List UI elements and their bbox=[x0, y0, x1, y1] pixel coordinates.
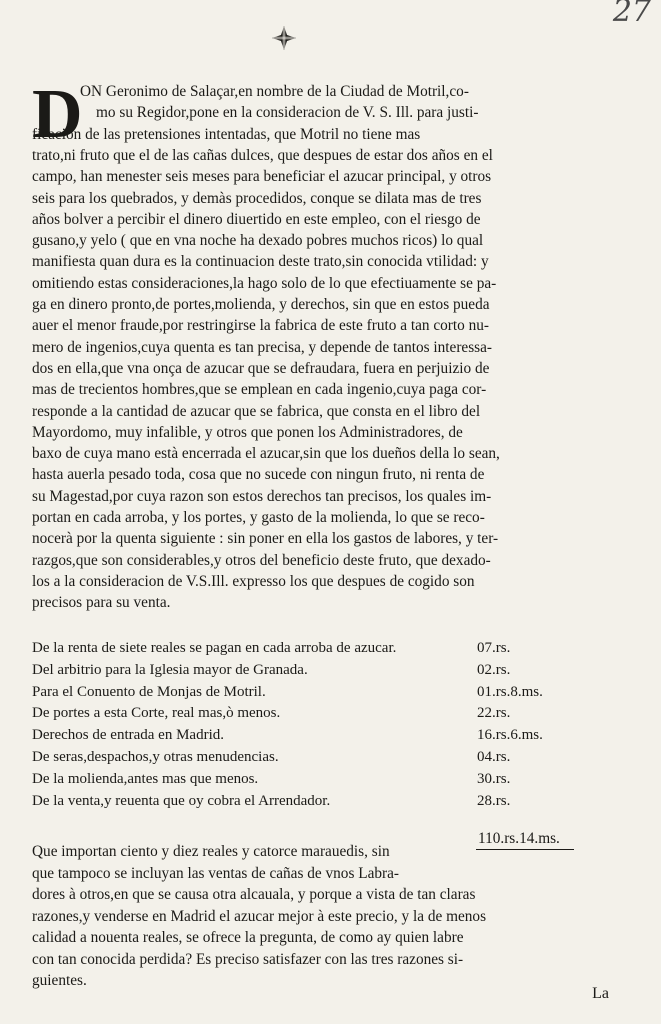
table-row bbox=[32, 703, 592, 723]
intro-line: razgos,que son considerables,y otros del beneficio deste fruto, que dexado- bbox=[32, 551, 491, 569]
intro-line: manifiesta quan dura es la continuacion deste trato,sin conocida vtilidad: y bbox=[32, 253, 489, 271]
conclusion-line: guientes. bbox=[32, 972, 87, 989]
intro-line: los a la consideracion de V.S.Ill. expresso los que despues de cogido son bbox=[32, 572, 475, 590]
intro-line: Mayordomo, muy infalible, y otros que ponen los Administradores, de bbox=[32, 423, 463, 441]
table-item-amount: 16.rs.6.ms. bbox=[477, 727, 543, 744]
conclusion-line: calidad a nouenta reales, se ofrece la pregunta, de como ay quien labre bbox=[32, 929, 464, 946]
intro-line: mas de trecientos hombres,que se emplean en cada ingenio,cuya paga cor- bbox=[32, 381, 487, 399]
table-item-label: Derechos de entrada en Madrid. bbox=[32, 727, 224, 744]
intro-line: gusano,y yelo ( que en vna noche ha dexado pobres muchos ricos) lo qual bbox=[32, 232, 484, 250]
conclusion-line: dores à otros,en que se causa otra alcauala, y porque a vista de tan claras bbox=[32, 886, 476, 903]
table-item-amount: 22.rs. bbox=[477, 705, 511, 722]
folio-number: 27 bbox=[612, 0, 651, 29]
intro-line: ga en dinero pronto,de portes,molienda, y derechos, sin que en estos pueda bbox=[32, 296, 490, 313]
table-row bbox=[32, 682, 592, 702]
intro-line: auer el menor fraude,por restringirse la fabrica de este fruto a tan corto nu- bbox=[32, 317, 489, 335]
intro-line: nocerà por la quenta siguiente : sin poner en ella los gastos de labores, y ter- bbox=[32, 530, 499, 548]
table-total-amount: 110.rs.14.ms. bbox=[478, 830, 560, 847]
table-item-amount: 07.rs. bbox=[477, 640, 511, 656]
table-item-label: De seras,despachos,y otras menudencias. bbox=[32, 749, 279, 765]
intro-line: trato,ni fruto que el de las cañas dulces, que despues de estar dos años en el bbox=[32, 146, 493, 164]
table-item-amount: 01.rs.8.ms. bbox=[477, 683, 543, 700]
intro-line: mero de ingenios,cuya quenta es tan precisa, y depende de tantos interessa- bbox=[32, 338, 493, 356]
drop-capital: D bbox=[32, 76, 83, 153]
table-row bbox=[32, 747, 592, 767]
table-item-amount: 04.rs. bbox=[477, 749, 511, 765]
intro-line: responde a la cantidad de azucar que se fabrica, que consta en el libro del bbox=[32, 402, 481, 420]
table-item-label: De la renta de siete reales se pagan en cada arroba de azucar. bbox=[32, 640, 397, 656]
conclusion-line: que tampoco se incluyan las ventas de cañas de vnos Labra- bbox=[32, 864, 399, 882]
conclusion-line: razones,y venderse en Madrid el azucar mejor à este precio, y la de menos bbox=[32, 907, 487, 925]
intro-line: años bolver a percibir el dinero diuertido en este empleo, con el riesgo de bbox=[32, 210, 481, 228]
intro-line: precisos para su venta. bbox=[32, 594, 171, 612]
table-item-label: Del arbitrio para la Iglesia mayor de Granada. bbox=[32, 661, 308, 678]
table-item-amount: 02.rs. bbox=[477, 661, 511, 678]
catchword: La bbox=[592, 985, 609, 1002]
bleed-through-text bbox=[78, 42, 538, 62]
table-item-amount: 30.rs. bbox=[477, 770, 511, 787]
intro-line: ON Geronimo de Salaçar,en nombre de la Ciudad de Motril,co- bbox=[80, 83, 469, 100]
conclusion-line: con tan conocida perdida? Es preciso satisfazer con las tres razones si- bbox=[32, 950, 464, 968]
table-item-amount: 28.rs. bbox=[477, 792, 511, 809]
intro-line: hasta auerla pesado toda, cosa que no sucede con ningun fruto, ni renta de bbox=[32, 466, 485, 484]
intro-line: portan en cada arroba, y los portes, y gasto de la molienda, lo que se reco- bbox=[32, 509, 485, 526]
table-row bbox=[32, 769, 592, 789]
table-row bbox=[32, 638, 592, 658]
total-rule bbox=[476, 849, 574, 850]
table-item-label: Para el Conuento de Monjas de Motril. bbox=[32, 683, 266, 700]
table-row bbox=[32, 725, 592, 745]
intro-line: dos en ella,que vna onça de azucar que se defraudara, fuera en perjuizio de bbox=[32, 359, 490, 377]
table-row bbox=[32, 791, 592, 811]
intro-line: omitiendo estas consideraciones,la hago solo de lo que efectiuamente se pa- bbox=[32, 274, 497, 292]
table-item-label: De la venta,y reuenta que oy cobra el Arrendador. bbox=[32, 792, 331, 809]
intro-line: mo su Regidor,pone en la consideracion de V. S. Ill. para justi- bbox=[96, 104, 479, 122]
intro-line: seis para los quebrados, y demàs procedidos, conque se dilata mas de tres bbox=[32, 189, 482, 207]
table-row bbox=[32, 660, 592, 680]
table-item-label: De portes a esta Corte, real mas,ò menos. bbox=[32, 705, 281, 722]
intro-line: su Magestad,por cuya razon son estos derechos tan precisos, los quales im- bbox=[32, 487, 492, 505]
intro-line: campo, han menester seis meses para beneficiar el azucar principal, y otros bbox=[32, 168, 492, 186]
conclusion-line: Que importan ciento y diez reales y catorce marauedis, sin bbox=[32, 843, 390, 860]
table-item-label: De la molienda,antes mas que menos. bbox=[32, 770, 259, 787]
intro-line: ficacion de las pretensiones intentadas, que Motril no tiene mas bbox=[32, 125, 421, 143]
intro-line: baxo de cuya mano està encerrada el azucar,sin que los dueños della lo sean, bbox=[32, 445, 500, 463]
